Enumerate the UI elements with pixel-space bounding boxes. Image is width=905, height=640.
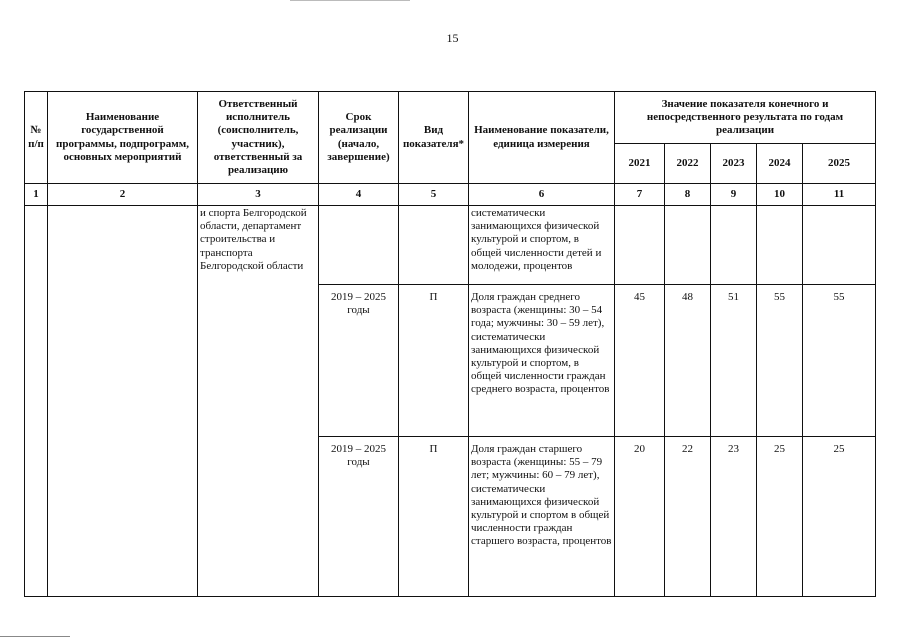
column-number: 10: [757, 184, 803, 206]
header-year: 2021: [615, 144, 665, 184]
column-number: 2: [48, 184, 198, 206]
cell-indicator-name: систематически занимающихся физической культурой и спортом, в общей численности детей и молодежи, процентов: [469, 206, 615, 285]
cell-value-2024: [757, 206, 803, 285]
header-year: 2024: [757, 144, 803, 184]
column-number: 1: [25, 184, 48, 206]
cell-period: [319, 206, 399, 285]
header-period: Срок реализации (начало, завершение): [319, 92, 399, 184]
cell-value-2024: 25: [757, 437, 803, 597]
header-indicator-name: Наименование показатели, единица измерения: [469, 92, 615, 184]
page-number: 15: [446, 31, 459, 45]
cell-period: 2019 – 2025 годы: [319, 285, 399, 437]
column-number: 5: [399, 184, 469, 206]
cell-program-name: [48, 206, 198, 597]
cell-value-2021: [615, 206, 665, 285]
header-values-group: Значение показателя конечного и непосредственного результата по годам реализации: [615, 92, 876, 144]
column-number: 8: [665, 184, 711, 206]
header-year: 2025: [803, 144, 876, 184]
cell-num: [25, 206, 48, 597]
cell-period: 2019 – 2025 годы: [319, 437, 399, 597]
cell-value-2025: [803, 206, 876, 285]
cell-value-2025: 55: [803, 285, 876, 437]
column-number: 7: [615, 184, 665, 206]
header-program-name: Наименование государственной программы, подпрограмм, основных мероприятий: [48, 92, 198, 184]
cell-executor: и спорта Белгородской области, департамент строительства и транспорта Белгородской области: [198, 206, 319, 597]
header-executor: Ответственный исполнитель (соисполнитель, участник), ответственный за реализацию: [198, 92, 319, 184]
header-year: 2023: [711, 144, 757, 184]
cell-value-2023: [711, 206, 757, 285]
scan-artifact-bottom: [0, 636, 70, 637]
indicators-table: [24, 91, 876, 597]
cell-indicator-type: П: [399, 285, 469, 437]
cell-indicator-name: Доля граждан старшего возраста (женщины: 55 – 79 лет; мужчины: 60 – 79 лет), систематически занимающихся физической культурой и спортом в общей численности граждан старшего возраста, процентов: [469, 437, 615, 597]
cell-indicator-type: [399, 206, 469, 285]
column-number-row: [25, 184, 876, 206]
column-number: 4: [319, 184, 399, 206]
cell-value-2023: 23: [711, 437, 757, 597]
cell-value-2022: 22: [665, 437, 711, 597]
cell-value-2025: 25: [803, 437, 876, 597]
cell-value-2023: 51: [711, 285, 757, 437]
column-number: 11: [803, 184, 876, 206]
column-number: 6: [469, 184, 615, 206]
scan-artifact-top: [290, 0, 410, 1]
cell-value-2021: 20: [615, 437, 665, 597]
column-number: 9: [711, 184, 757, 206]
header-indicator-type: Вид показателя*: [399, 92, 469, 184]
cell-indicator-type: П: [399, 437, 469, 597]
cell-value-2022: 48: [665, 285, 711, 437]
cell-indicator-name: Доля граждан среднего возраста (женщины: 30 – 54 года; мужчины: 30 – 59 лет), систематически занимающихся физической культурой и спортом, в общей численности граждан среднего возраста, процентов: [469, 285, 615, 437]
cell-value-2022: [665, 206, 711, 285]
table-row: [25, 206, 876, 285]
header-num: № п/п: [25, 92, 48, 184]
column-number: 3: [198, 184, 319, 206]
indicators-table-wrapper: [24, 91, 876, 597]
header-year: 2022: [665, 144, 711, 184]
cell-value-2024: 55: [757, 285, 803, 437]
cell-value-2021: 45: [615, 285, 665, 437]
